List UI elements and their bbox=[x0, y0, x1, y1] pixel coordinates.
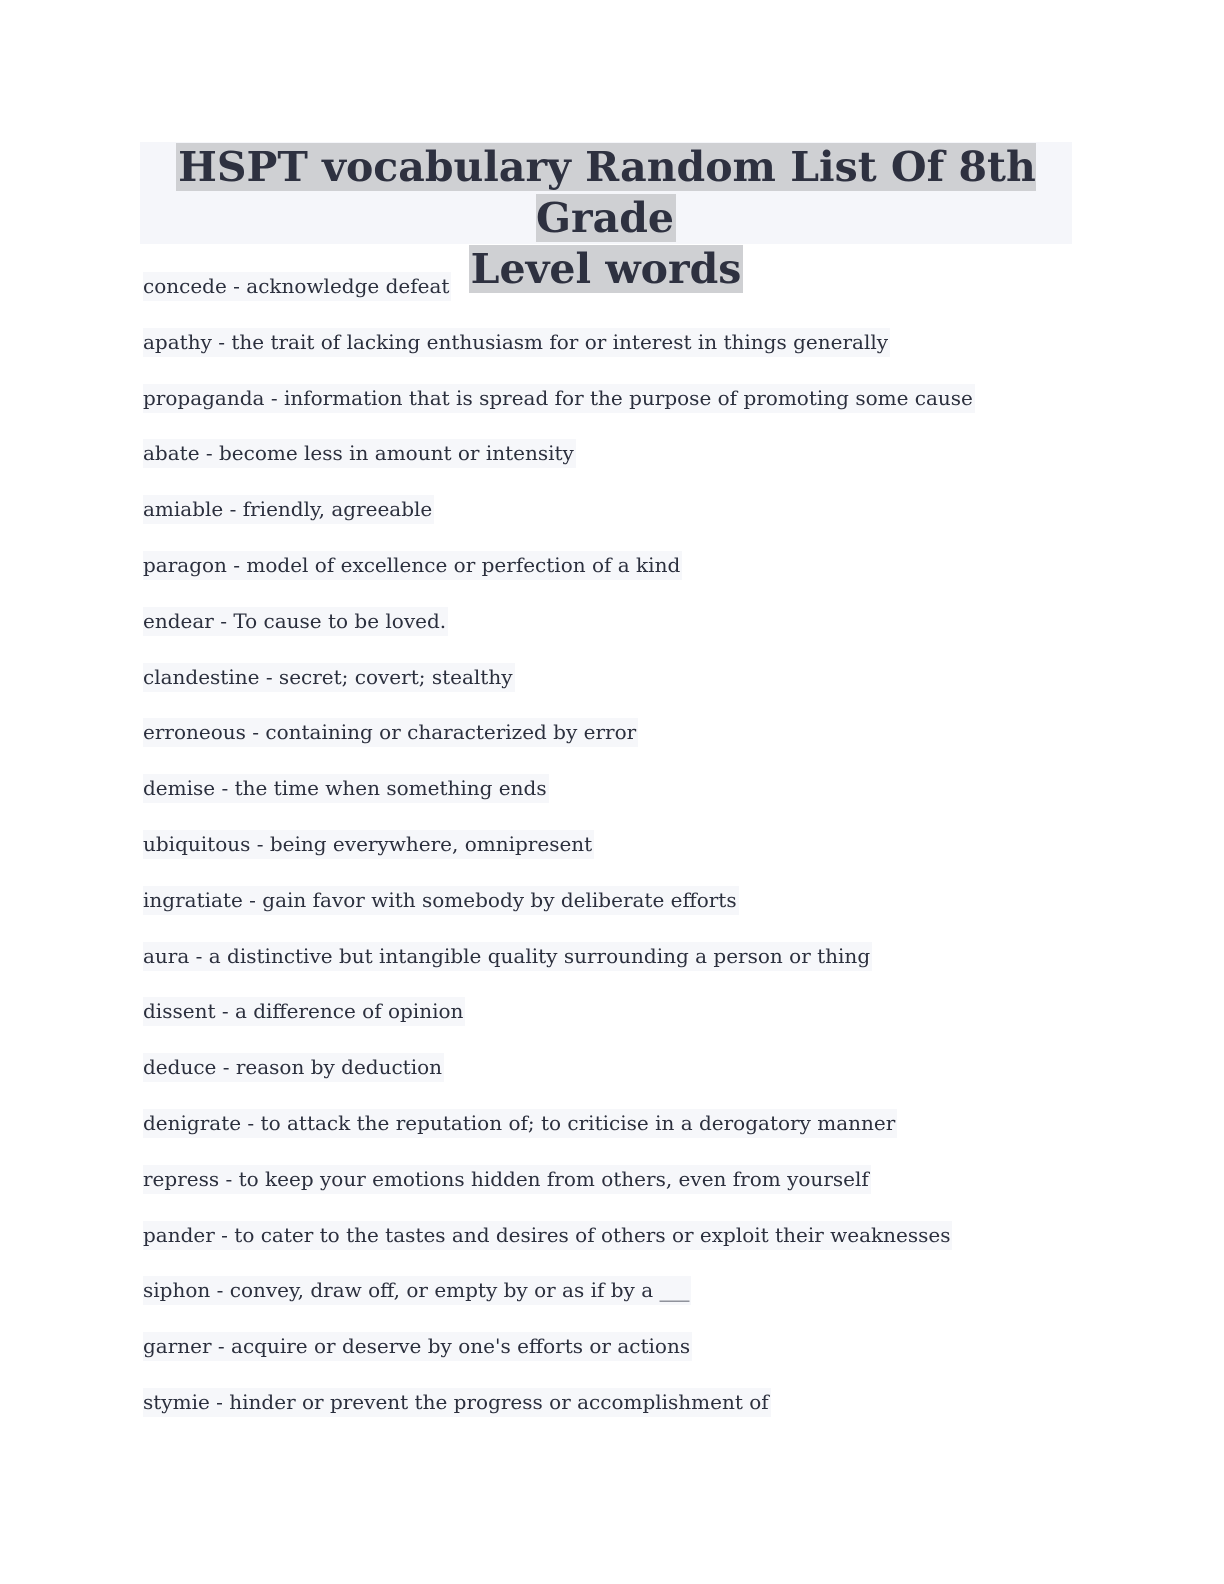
list-item bbox=[143, 663, 1103, 719]
title-text-1: HSPT vocabulary Random List Of 8th Grade bbox=[178, 143, 1036, 242]
list-item bbox=[143, 1332, 1103, 1388]
vocab-entry: erroneous - containing or characterized by error bbox=[143, 718, 638, 747]
list-item bbox=[143, 384, 1103, 440]
list-item bbox=[143, 1165, 1103, 1221]
vocab-entry: denigrate - to attack the reputation of; to criticise in a derogatory manner bbox=[143, 1109, 897, 1138]
list-item bbox=[143, 607, 1103, 663]
title-text-2: Level words bbox=[470, 245, 742, 293]
list-item bbox=[143, 942, 1103, 998]
list-item bbox=[143, 272, 1103, 328]
vocab-entry: ingratiate - gain favor with somebody by deliberate efforts bbox=[143, 886, 739, 915]
list-item bbox=[143, 328, 1103, 384]
list-item bbox=[143, 495, 1103, 551]
list-item bbox=[143, 830, 1103, 886]
vocab-entry: dissent - a difference of opinion bbox=[143, 997, 465, 1026]
list-item bbox=[143, 1276, 1103, 1332]
list-item bbox=[143, 1221, 1103, 1277]
vocab-entry: pander - to cater to the tastes and desires of others or exploit their weaknesses bbox=[143, 1221, 952, 1250]
vocab-entry: ubiquitous - being everywhere, omnipresent bbox=[143, 830, 594, 859]
list-item bbox=[143, 1053, 1103, 1109]
vocab-entry: stymie - hinder or prevent the progress or accomplishment of bbox=[143, 1388, 771, 1417]
vocab-entry: paragon - model of excellence or perfection of a kind bbox=[143, 551, 682, 580]
vocab-entry: repress - to keep your emotions hidden from others, even from yourself bbox=[143, 1165, 871, 1194]
list-item bbox=[143, 997, 1103, 1053]
list-item bbox=[143, 1109, 1103, 1165]
vocab-entry: apathy - the trait of lacking enthusiasm for or interest in things generally bbox=[143, 328, 890, 357]
vocab-entry: garner - acquire or deserve by one's efforts or actions bbox=[143, 1332, 692, 1361]
vocab-entry: siphon - convey, draw off, or empty by or as if by a ___ bbox=[143, 1276, 691, 1305]
vocabulary-list bbox=[143, 272, 1103, 1444]
title-line-1 bbox=[140, 142, 1072, 244]
vocab-entry: concede - acknowledge defeat bbox=[143, 272, 451, 301]
vocab-entry: endear - To cause to be loved. bbox=[143, 607, 448, 636]
list-item bbox=[143, 718, 1103, 774]
vocab-entry: abate - become less in amount or intensity bbox=[143, 439, 576, 468]
vocab-entry: demise - the time when something ends bbox=[143, 774, 549, 803]
vocab-entry: deduce - reason by deduction bbox=[143, 1053, 444, 1082]
list-item bbox=[143, 551, 1103, 607]
vocab-entry: aura - a distinctive but intangible quality surrounding a person or thing bbox=[143, 942, 872, 971]
list-item bbox=[143, 886, 1103, 942]
vocab-entry: propaganda - information that is spread for the purpose of promoting some cause bbox=[143, 384, 975, 413]
vocab-entry: clandestine - secret; covert; stealthy bbox=[143, 663, 515, 692]
list-item bbox=[143, 774, 1103, 830]
list-item bbox=[143, 1388, 1103, 1444]
vocab-entry: amiable - friendly, agreeable bbox=[143, 495, 434, 524]
list-item bbox=[143, 439, 1103, 495]
